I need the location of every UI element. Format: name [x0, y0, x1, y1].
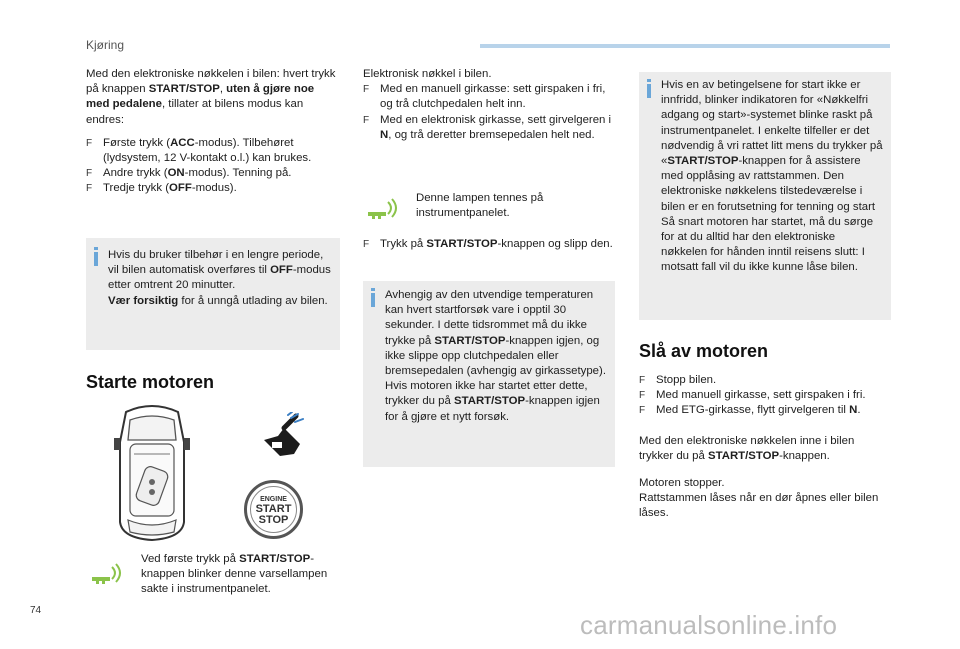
info-icon [647, 84, 651, 98]
list-item: F Stopp bilen. [639, 374, 717, 386]
info-box-accessories [86, 238, 340, 350]
list-item: F Med ETG-girkasse, flytt girvelgeren til N. [639, 404, 861, 417]
list-item: F Tredje trykk (OFF-modus). [86, 182, 237, 195]
heading-stop-engine: Slå av motoren [639, 341, 769, 361]
lamp-description: Ved første trykk på START/STOP-knappen blinker denne varsellampen sakte i instrumentpanelet. [141, 553, 328, 596]
stop-list [639, 373, 891, 419]
stop-paragraph-1: Med den elektroniske nøkkelen inne i bilen trykker du på START/STOP-knappen. [639, 435, 855, 463]
keyless-warning-lamp-icon [90, 563, 124, 585]
info-icon [94, 252, 98, 266]
steering-lock-text: Rattstammen låses når en dør åpnes eller bilen låses. [639, 492, 879, 520]
list-item: F Med en manuell girkasse: sett girspaken i fri, og trå clutchpedalen helt inn. [363, 83, 606, 111]
mode-list [86, 136, 340, 197]
column-1 [86, 67, 340, 197]
intro-paragraph: Med den elektroniske nøkkelen i bilen: hvert trykk på knappen START/STOP, uten å gjøre noe med pedalene, tillater at bilens modus kan endres: [86, 68, 336, 126]
hand-press-icon [258, 412, 308, 462]
lamp-on-text: Denne lampen tennes på instrumentpanelet. [416, 192, 544, 220]
watermark: carmanualsonline.info [580, 610, 838, 640]
engine-label: ENGINE [260, 496, 287, 503]
column-2 [363, 67, 613, 143]
info-box-temperature [363, 281, 615, 467]
list-item: F Første trykk (ACC-modus). Tilbehøret (lydsystem, 12 V-kontakt o.l.) kan brukes. [86, 136, 312, 165]
list-item: F Med en elektronisk girkasse, sett girvelgeren i N, og trå deretter bremsepedalen helt ned. [363, 113, 612, 141]
car-top-view-illustration [112, 402, 192, 542]
section-header: Kjøring [86, 38, 125, 52]
page-number: 74 [30, 605, 42, 616]
engine-stops-text: Motoren stopper. [639, 477, 725, 489]
stop-paragraph-2 [639, 476, 891, 522]
info-text: Hvis en av betingelsene for start ikke er innfridd, blinker indikatoren for «Nøkkelfri adgang og start»-systemet blinke raskt på instrumentpanelet. I enkelte tilfeller er det nødvendig å vri rattet litt mens du trykker på «START/STOP-knappen for å assistere med opplåsing av rattstammen. Den elektroniske nøkkelens tilstedeværelse i bilen er en forutsetning for tenning og start Så snart motoren har startet, må du sørge for at du alltid har den elektroniske nøkkelen for hånden inntil reisens slutt: I motsatt fall vil du ikke kunne låse bilen. [661, 79, 883, 274]
info-text: Avhengig av den utvendige temperaturen kan hvert startforsøk vare i opptil 30 sekunder. I dette tidsrommet må du ikke trykke på START/STOP-knappen igjen, og ikke slippe opp clutchpedalen eller bremsepedalen (avhengig av girkassetype). Hvis motoren ikke har startet etter dette, trykker du på START/STOP-knappen igjen for å gjøre et nytt forsøk. [385, 289, 606, 423]
heading-start-engine: Starte motoren [86, 372, 215, 392]
keyless-lamp-icon [366, 198, 400, 220]
header-bar [480, 44, 890, 48]
list-item: F Med manuell girkasse, sett girspaken i fri. [639, 389, 866, 402]
stop-label: STOP [258, 514, 289, 526]
start-label: START [255, 503, 292, 515]
info-text: Hvis du bruker tilbehør i en lengre periode, vil bilen automatisk overføres til OFF-modus etter omtrent 20 minutter. Vær forsiktig for å unngå utlading av bilen. [108, 249, 331, 307]
press-instruction: F Trykk på START/STOP-knappen og slipp den. [363, 238, 613, 250]
engine-start-stop-button-illustration [244, 480, 303, 539]
info-box-start-conditions [639, 72, 891, 320]
info-icon [371, 293, 375, 307]
list-item: F Andre trykk (ON-modus). Tenning på. [86, 167, 292, 180]
key-in-car: Elektronisk nøkkel i bilen. [363, 68, 492, 80]
